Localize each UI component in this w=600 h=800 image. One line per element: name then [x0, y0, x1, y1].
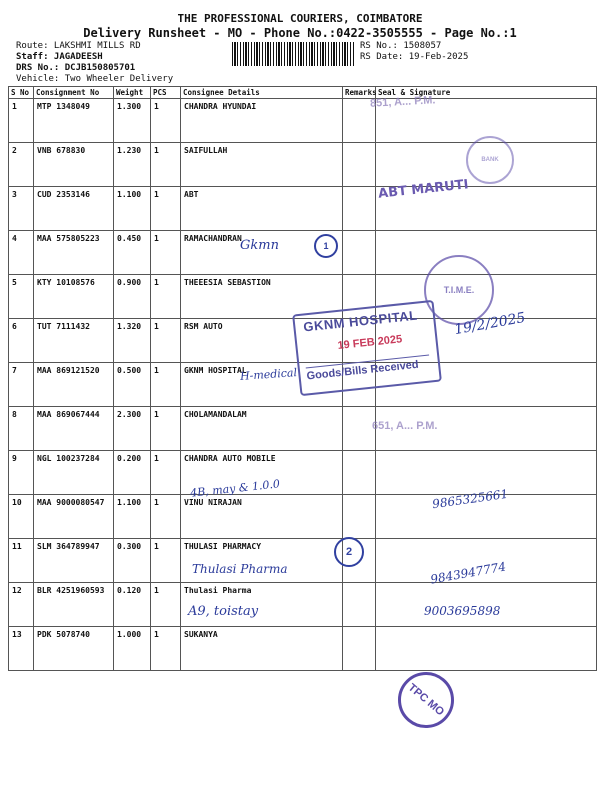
cell-pcs: 1 [151, 187, 181, 231]
circle-mark-row12: 2 [334, 537, 364, 567]
cell-pcs: 1 [151, 451, 181, 495]
cell-weight: 1.230 [114, 143, 151, 187]
cell-consignment: VNB 678830 [34, 143, 114, 187]
cell-remarks [343, 143, 376, 187]
barcode [232, 42, 354, 66]
cell-weight: 0.300 [114, 539, 151, 583]
faded-stamp-row1: 851, A... P.M. [369, 94, 436, 110]
hand-row10: 4B, may & 1.0.0 [189, 477, 281, 500]
cell-pcs: 1 [151, 407, 181, 451]
table-row [9, 187, 597, 231]
cell-weight: 1.000 [114, 627, 151, 671]
cell-seal-signature [376, 627, 597, 671]
cell-sno: 1 [9, 99, 34, 143]
cell-consignment: MAA 575805223 [34, 231, 114, 275]
cell-weight: 0.450 [114, 231, 151, 275]
hand-row7: H-medical [239, 366, 298, 383]
faded-stamp-row9: 651, A... P.M. [372, 420, 438, 432]
cell-pcs: 1 [151, 231, 181, 275]
rs-number: RS No.: 1508057 [360, 41, 442, 51]
bank-seal: BANK [466, 136, 514, 184]
table-row [9, 539, 597, 583]
cell-weight: 1.320 [114, 319, 151, 363]
cell-consignment: MTP 1348049 [34, 99, 114, 143]
cell-consignment: SLM 364789947 [34, 539, 114, 583]
table-row [9, 451, 597, 495]
col-seal: Seal & Signature [376, 87, 597, 99]
cell-consignee: GKNM HOSPITAL [181, 363, 343, 407]
cell-consignee: RSM AUTO [181, 319, 343, 363]
hand-row13-phone: 9003695898 [424, 604, 501, 618]
col-sno: S No [9, 87, 34, 99]
cell-consignment: MAA 869067444 [34, 407, 114, 451]
cell-remarks [343, 627, 376, 671]
col-pcs: PCS [151, 87, 181, 99]
cell-pcs: 1 [151, 319, 181, 363]
cell-sno: 13 [9, 627, 34, 671]
cell-consignment: PDK 5078740 [34, 627, 114, 671]
table-row [9, 627, 597, 671]
cell-consignment: CUD 2353146 [34, 187, 114, 231]
cell-pcs: 1 [151, 539, 181, 583]
cell-consignment: KTY 10108576 [34, 275, 114, 319]
table-row [9, 583, 597, 627]
cell-consignment: NGL 100237284 [34, 451, 114, 495]
cell-sno: 11 [9, 539, 34, 583]
cell-pcs: 1 [151, 99, 181, 143]
abt-stamp: ABT MARUTI [377, 177, 470, 202]
cell-weight: 2.300 [114, 407, 151, 451]
cell-weight: 1.100 [114, 187, 151, 231]
cell-sno: 4 [9, 231, 34, 275]
cell-consignee: VINU NIRAJAN [181, 495, 343, 539]
cell-consignment: MAA 9000080547 [34, 495, 114, 539]
cell-sno: 7 [9, 363, 34, 407]
staff-label: Staff: JAGADEESH [16, 52, 103, 62]
cell-sno: 3 [9, 187, 34, 231]
table-row [9, 407, 597, 451]
cell-remarks [343, 495, 376, 539]
time-stamp-seal: T.I.M.E. [424, 255, 494, 325]
cell-consignee: CHOLAMANDALAM [181, 407, 343, 451]
table-row [9, 495, 597, 539]
cell-seal-signature [376, 451, 597, 495]
cell-consignee: CHANDRA HYUNDAI [181, 99, 343, 143]
cell-weight: 0.120 [114, 583, 151, 627]
cell-consignee: SAIFULLAH [181, 143, 343, 187]
runsheet-subtitle: Delivery Runsheet - MO - Phone No.:0422-3505555 - Page No.:1 [83, 26, 517, 40]
gknm-hospital-stamp [292, 300, 442, 396]
col-remarks: Remarks [343, 87, 376, 99]
cell-pcs: 1 [151, 627, 181, 671]
cell-pcs: 1 [151, 495, 181, 539]
col-consignee: Consignee Details [181, 87, 343, 99]
cell-weight: 0.900 [114, 275, 151, 319]
gknm-stamp-title: GKNM HOSPITAL [302, 307, 419, 335]
cell-remarks [343, 451, 376, 495]
company-title: THE PROFESSIONAL COURIERS, COIMBATORE [177, 12, 423, 25]
cell-remarks [343, 583, 376, 627]
cell-weight: 0.200 [114, 451, 151, 495]
cell-pcs: 1 [151, 583, 181, 627]
col-weight: Weight [114, 87, 151, 99]
cell-consignee: ABT [181, 187, 343, 231]
cell-weight: 0.500 [114, 363, 151, 407]
hand-row4: Gkmn [240, 238, 279, 253]
hand-row12-note: Thulasi Pharma [192, 562, 288, 576]
drs-number: DRS No.: DCJB150805701 [16, 63, 136, 73]
cell-remarks [343, 231, 376, 275]
cell-remarks [343, 187, 376, 231]
vehicle-label: Vehicle: Two Wheeler Delivery [16, 74, 174, 84]
cell-sno: 12 [9, 583, 34, 627]
cell-sno: 10 [9, 495, 34, 539]
cell-consignee: RAMACHANDRAN [181, 231, 343, 275]
table-row [9, 231, 597, 275]
table-header-row [9, 87, 597, 99]
cell-sno: 6 [9, 319, 34, 363]
cell-remarks [343, 407, 376, 451]
hand-row13-note: A9, toistay [188, 604, 259, 619]
circle-mark-row4: 1 [314, 234, 338, 258]
cell-consignment: MAA 869121520 [34, 363, 114, 407]
cell-pcs: 1 [151, 363, 181, 407]
cell-weight: 1.100 [114, 495, 151, 539]
col-consignment: Consignment No [34, 87, 114, 99]
cell-sno: 8 [9, 407, 34, 451]
cell-sno: 5 [9, 275, 34, 319]
cell-pcs: 1 [151, 143, 181, 187]
cell-sno: 2 [9, 143, 34, 187]
cell-consignment: BLR 4251960593 [34, 583, 114, 627]
hand-row10-phone: 9865325661 [431, 486, 509, 512]
cell-consignee: THEEESIA SEBASTION [181, 275, 343, 319]
gknm-stamp-text: Goods/Bills Received [306, 355, 431, 383]
route-label: Route: LAKSHMI MILLS RD [16, 41, 141, 51]
tpc-mo-seal: TPC MO [387, 661, 466, 740]
cell-consignee: SUKANYA [181, 627, 343, 671]
rs-date: RS Date: 19-Feb-2025 [360, 52, 469, 62]
hand-row12-phone: 9843947774 [429, 559, 507, 587]
cell-consignee: THULASI PHARMACY [181, 539, 343, 583]
cell-consignee: CHANDRA AUTO MOBILE [181, 451, 343, 495]
gknm-stamp-date: 19 FEB 2025 [337, 333, 403, 353]
cell-consignee: Thulasi Pharma [181, 583, 343, 627]
cell-pcs: 1 [151, 275, 181, 319]
hand-row6-date: 19/2/2025 [453, 309, 527, 339]
cell-weight: 1.300 [114, 99, 151, 143]
cell-consignment: TUT 7111432 [34, 319, 114, 363]
cell-sno: 9 [9, 451, 34, 495]
table-row [9, 99, 597, 143]
